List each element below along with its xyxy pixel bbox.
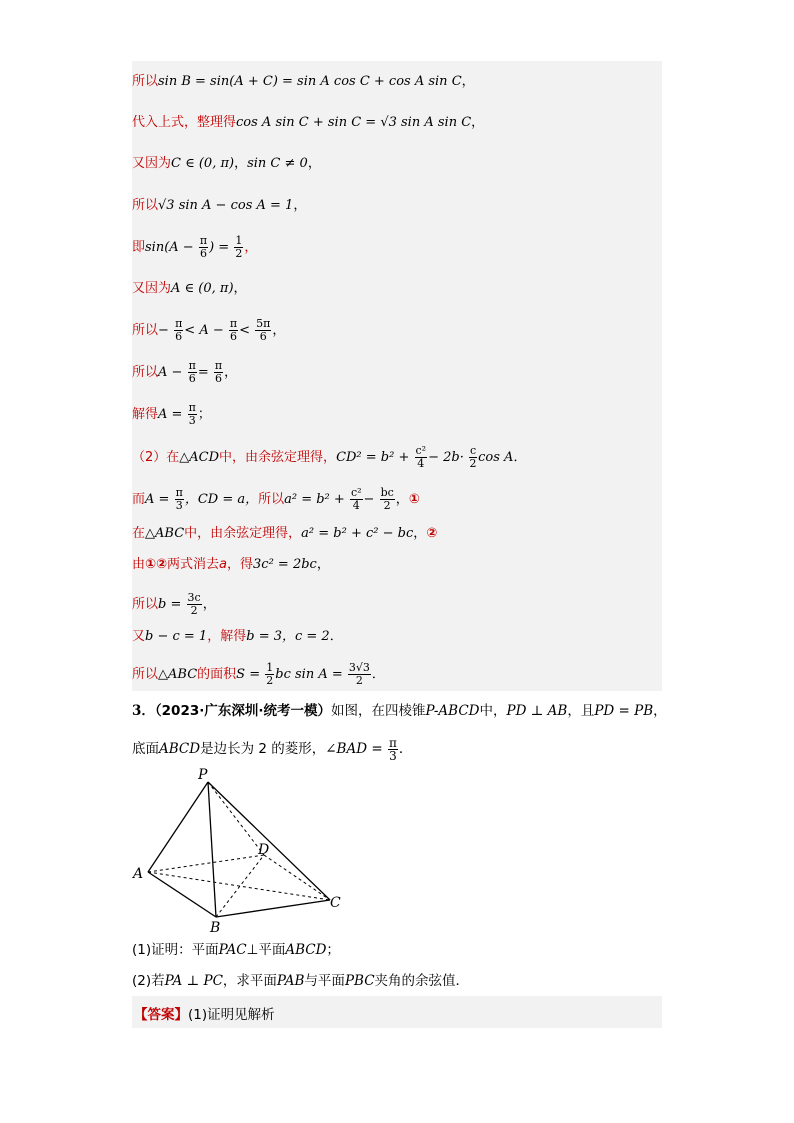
fraction — [234, 235, 243, 260]
vertex-label-b: B — [210, 920, 221, 936]
fraction-den: 2 — [266, 674, 274, 687]
fraction-num: π — [188, 359, 196, 372]
solution-line-2 — [132, 114, 484, 132]
diagonal-bd — [216, 855, 264, 917]
question-text: ，求平面 — [222, 973, 277, 989]
fraction-den: 3 — [188, 414, 196, 427]
fraction — [187, 592, 202, 617]
question-text: ⊥平面 — [246, 942, 286, 958]
fraction — [255, 318, 271, 343]
question-text: 夹角的余弦值． — [374, 973, 470, 989]
fraction-num: π — [175, 486, 183, 499]
line-end: ； — [326, 942, 340, 958]
line-prefix: 所以 — [132, 323, 159, 338]
line-math: = — [197, 365, 209, 380]
line-math: CD² = b² + — [336, 450, 410, 465]
plane-name: PAB — [276, 973, 305, 989]
fraction — [188, 360, 197, 385]
plane-name: PAC — [218, 942, 247, 958]
fraction — [188, 402, 197, 427]
fraction-num: 3√3 — [348, 661, 370, 674]
vertex-label-d: D — [258, 842, 270, 858]
question-text: ，且 — [567, 703, 595, 719]
line-prefix: 代入上式，整理得 — [132, 115, 237, 130]
line-text: 两式消去 — [167, 557, 220, 572]
fraction-den: 4 — [417, 457, 425, 470]
line-end: ， — [293, 198, 307, 213]
line-math: 3c² = 2bc — [253, 557, 317, 572]
line-text: ，得 — [227, 557, 254, 572]
line-prefix: 在 — [132, 526, 146, 541]
fraction — [199, 235, 208, 260]
solution-line-6 — [132, 280, 247, 298]
fraction-den: 6 — [230, 330, 237, 343]
line-math: b = — [158, 597, 182, 612]
line-math: a² = b² + — [284, 492, 345, 507]
edge-ad — [148, 855, 264, 872]
solution-line-11 — [132, 487, 420, 512]
line-math: A − — [158, 365, 183, 380]
line-prefix: 所以 — [132, 198, 159, 213]
fraction-num: 1 — [235, 234, 243, 247]
line-text: 中，由余弦定理得， — [219, 450, 337, 465]
line-math: sin(A − — [145, 240, 194, 255]
question-source: （2023·广东深圳·统考一模） — [154, 703, 331, 719]
line-math: A = — [145, 492, 170, 507]
fraction — [175, 487, 184, 512]
fraction-den: 3 — [389, 749, 397, 763]
solution-line-16 — [132, 662, 385, 687]
line-math: < — [239, 323, 251, 338]
line-end: ． — [329, 629, 343, 644]
question-3-line-2 — [132, 737, 412, 762]
edge-pc — [208, 782, 330, 900]
line-math: cos A sin C + sin C = √3 sin A sin C — [236, 115, 472, 130]
question-text: (1)证明：平面 — [132, 942, 219, 958]
fraction-num: π — [188, 401, 196, 414]
line-prefix: （2）在 — [132, 450, 180, 465]
question-text: 与平面 — [304, 973, 345, 989]
angle: ∠BAD = — [325, 741, 383, 757]
fraction — [265, 662, 274, 687]
solution-line-12 — [132, 525, 437, 543]
line-sep: ， — [234, 156, 248, 171]
triangle-name: △ABC — [158, 667, 198, 682]
solution-line-13 — [132, 556, 330, 574]
question-text: (2)若 — [132, 973, 165, 989]
condition: PD = PB — [594, 703, 654, 719]
line-math: ) = — [209, 240, 230, 255]
line-math: √3 sin A − cos A = 1 — [158, 198, 294, 213]
fraction-num: 5π — [256, 317, 271, 330]
fraction-den: 6 — [188, 372, 196, 385]
line-end: ． — [371, 667, 385, 682]
line-math: b − c = 1 — [145, 629, 208, 644]
line-prefix: 所以 — [132, 74, 159, 89]
sub-question-1 — [132, 940, 340, 960]
line-math: a² = b² + c² − bc — [301, 526, 414, 541]
fraction-num: c² — [415, 444, 427, 457]
line-math: − — [158, 323, 169, 338]
fraction — [388, 737, 398, 762]
line-prefix: 而 — [132, 492, 146, 507]
fraction-num: c² — [350, 486, 362, 499]
line-math: sin B = sin(A + C) = sin A cos C + cos A sin C — [158, 74, 462, 89]
question-text: 中， — [479, 703, 507, 719]
line-end: ， — [202, 597, 216, 612]
question-text: 底面 — [132, 741, 159, 757]
line-end: ， — [307, 156, 321, 171]
circled-number-1: ① — [408, 492, 420, 507]
solution-line-8 — [132, 360, 237, 385]
line-math: bc sin A = — [275, 667, 343, 682]
line-prefix: 所以 — [132, 365, 159, 380]
triangle-name: △ACD — [179, 450, 220, 465]
fraction — [174, 318, 183, 343]
line-math: ，CD = a， — [184, 492, 259, 507]
line-math: C ∈ (0, π) — [171, 156, 235, 171]
fraction-den: 2 — [190, 604, 198, 617]
vertex-label-a: A — [133, 866, 144, 882]
line-math: cos A — [478, 450, 514, 465]
solution-line-5 — [132, 235, 257, 260]
fraction — [348, 662, 371, 687]
question-3-line-1 — [132, 701, 667, 721]
fraction-num: π — [388, 736, 397, 750]
solution-line-10 — [132, 445, 526, 470]
line-prefix: 由 — [132, 557, 146, 572]
line-prefix: 解得 — [132, 407, 159, 422]
line-text: 所以 — [258, 492, 285, 507]
line-prefix: 又 — [132, 629, 146, 644]
edge-ab — [148, 872, 216, 917]
fraction-den: 6 — [199, 247, 207, 260]
fraction — [214, 360, 223, 385]
line-prefix: 所以 — [132, 597, 159, 612]
edge-pd — [208, 782, 264, 855]
fraction-den: 2 — [383, 499, 391, 512]
line-end: ， — [395, 492, 409, 507]
line-math: S = — [236, 667, 261, 682]
fraction-num: 1 — [266, 661, 274, 674]
pyramid-name: P-ABCD — [425, 703, 480, 719]
line-math-2: sin C ≠ 0 — [247, 156, 308, 171]
fraction-num: π — [175, 317, 183, 330]
plane-name: ABCD — [285, 942, 327, 958]
vertex-label-p: P — [198, 767, 208, 783]
fraction — [350, 487, 363, 512]
fraction — [229, 318, 238, 343]
line-math: < A − — [184, 323, 224, 338]
question-number: 3． — [132, 703, 155, 719]
line-end: ， — [471, 115, 485, 130]
question-text: ， — [653, 703, 667, 719]
line-end: ， — [413, 526, 427, 541]
edge-pa — [148, 782, 208, 872]
line-end: ， — [461, 74, 475, 89]
fraction-num: π — [199, 234, 208, 247]
line-math: − 2b· — [428, 450, 464, 465]
fraction-den: 4 — [352, 499, 360, 512]
solution-line-4 — [132, 197, 306, 215]
answer-tag: 【答案】 — [134, 1007, 188, 1023]
solution-line-1 — [132, 73, 475, 91]
line-text: 的面积 — [197, 667, 237, 682]
line-math: A = — [158, 407, 183, 422]
base-name: ABCD — [159, 741, 201, 757]
answer-line — [134, 1003, 275, 1023]
fraction-den: 6 — [175, 330, 183, 343]
fraction-num: π — [214, 359, 223, 372]
edge-dc — [264, 855, 330, 900]
fraction-den: 2 — [469, 457, 477, 470]
variable-a: a — [219, 557, 228, 572]
pyramid-figure — [128, 762, 358, 940]
line-end: ， — [316, 557, 330, 572]
line-prefix: 所以 — [132, 667, 159, 682]
fraction-den: 6 — [214, 372, 222, 385]
solution-line-15 — [132, 628, 343, 646]
solution-line-7 — [132, 318, 285, 343]
condition: PD ⊥ AB — [506, 703, 568, 719]
line-text: ，解得 — [207, 629, 247, 644]
line-math: b = 3，c = 2 — [246, 629, 330, 644]
fraction-den: 2 — [355, 674, 363, 687]
circled-numbers: ①② — [145, 557, 168, 572]
line-prefix: 又因为 — [132, 156, 172, 171]
fraction-den: 2 — [235, 247, 243, 260]
line-end: ； — [197, 407, 211, 422]
line-end: ． — [398, 741, 413, 757]
line-end: ， — [244, 240, 258, 255]
fraction-den: 6 — [259, 330, 267, 343]
plane-name: PBC — [344, 973, 375, 989]
fraction-num: bc — [380, 486, 394, 499]
line-end: ， — [272, 323, 286, 338]
fraction-num: c — [469, 444, 477, 457]
sub-question-2 — [132, 971, 469, 991]
solution-line-9 — [132, 402, 211, 427]
vertex-label-c: C — [330, 895, 341, 911]
fraction-num: π — [229, 317, 238, 330]
line-text: 中，由余弦定理得， — [184, 526, 302, 541]
line-end: ， — [224, 365, 238, 380]
fraction — [469, 445, 477, 470]
answer-text: (1)证明见解析 — [188, 1007, 275, 1023]
line-math: − — [363, 492, 375, 507]
triangle-name: △ABC — [145, 526, 185, 541]
question-text: 如图，在四棱锥 — [331, 703, 426, 719]
question-text: 是边长为 2 的菱形， — [200, 741, 326, 757]
line-prefix: 即 — [132, 240, 146, 255]
line-end: ． — [513, 450, 527, 465]
fraction — [415, 445, 428, 470]
solution-line-14 — [132, 592, 216, 617]
line-prefix: 又因为 — [132, 281, 172, 296]
fraction-den: 3 — [175, 499, 183, 512]
edge-pb — [208, 782, 216, 917]
line-math: A ∈ (0, π) — [171, 281, 234, 296]
circled-number-2: ② — [426, 526, 438, 541]
diagonal-ac — [148, 872, 330, 900]
fraction-num: 3c — [187, 591, 201, 604]
edge-bc — [216, 900, 330, 917]
solution-line-3 — [132, 155, 321, 173]
line-end: ， — [233, 281, 247, 296]
condition: PA ⊥ PC — [164, 973, 223, 989]
fraction — [380, 487, 395, 512]
